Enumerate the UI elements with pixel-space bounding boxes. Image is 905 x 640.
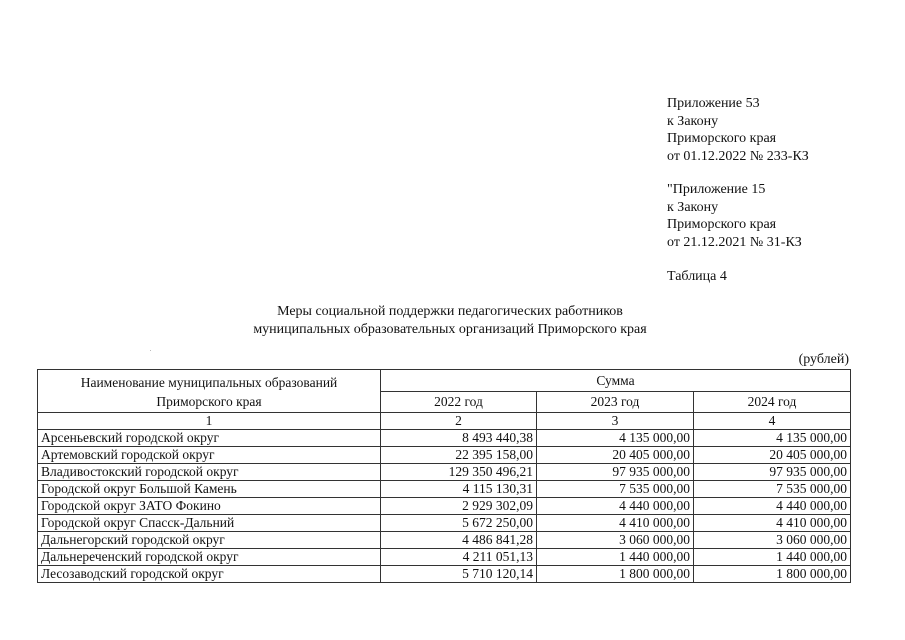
table-row — [38, 447, 851, 464]
row-name: Арсеньевский городской округ — [38, 430, 381, 447]
row-name: Дальнегорский городской округ — [38, 532, 381, 549]
row-value-2024: 97 935 000,00 — [694, 464, 851, 481]
column-number: 1 — [38, 413, 381, 430]
row-name: Владивостокский городской округ — [38, 464, 381, 481]
table-row — [38, 498, 851, 515]
title-line: муниципальных образовательных организаций Приморского края — [253, 322, 647, 337]
table-row — [38, 481, 851, 498]
row-value-2022: 4 211 051,13 — [381, 549, 537, 566]
column-number: 2 — [381, 413, 537, 430]
row-name: Лесозаводский городской округ — [38, 566, 381, 583]
row-value-2024: 4 135 000,00 — [694, 430, 851, 447]
row-value-2022: 4 486 841,28 — [381, 532, 537, 549]
table-row — [38, 532, 851, 549]
table-row — [38, 515, 851, 532]
table-row — [38, 430, 851, 447]
row-value-2022: 2 929 302,09 — [381, 498, 537, 515]
title-line: Меры социальной поддержки педагогических работников — [277, 304, 623, 319]
column-header-name: Наименование муниципальных образований Приморского края — [38, 370, 381, 413]
table-row — [38, 566, 851, 583]
appendix-line: от 21.12.2021 № 31-КЗ — [667, 234, 802, 250]
row-name: Дальнереченский городской округ — [38, 549, 381, 566]
unit-label: (рублей) — [798, 352, 849, 367]
row-value-2024: 4 410 000,00 — [694, 515, 851, 532]
table-row — [38, 549, 851, 566]
appendix-line: "Приложение 15 — [667, 182, 766, 197]
row-value-2023: 20 405 000,00 — [537, 447, 694, 464]
row-value-2023: 1 800 000,00 — [537, 566, 694, 583]
row-value-2023: 3 060 000,00 — [537, 532, 694, 549]
appendix-line: Приморского края — [667, 217, 777, 232]
row-name: Городской округ Большой Камень — [38, 481, 381, 498]
appendix-line: Приморского края — [667, 131, 777, 146]
table-row — [38, 464, 851, 481]
row-name: Городской округ ЗАТО Фокино — [38, 498, 381, 515]
row-value-2024: 1 440 000,00 — [694, 549, 851, 566]
row-value-2024: 7 535 000,00 — [694, 481, 851, 498]
row-value-2024: 20 405 000,00 — [694, 447, 851, 464]
appendix-line: к Закону — [667, 113, 719, 129]
appendix-line: к Закону — [667, 199, 719, 215]
row-value-2024: 4 440 000,00 — [694, 498, 851, 515]
row-value-2022: 129 350 496,21 — [381, 464, 537, 481]
document-title — [160, 303, 740, 339]
column-number: 4 — [694, 413, 851, 430]
table-number: Таблица 4 — [667, 269, 727, 284]
row-value-2023: 4 135 000,00 — [537, 430, 694, 447]
row-value-2023: 97 935 000,00 — [537, 464, 694, 481]
header-row — [38, 370, 851, 392]
row-value-2023: 4 440 000,00 — [537, 498, 694, 515]
row-name: Городской округ Спасск-Дальний — [38, 515, 381, 532]
column-header-year: 2024 год — [694, 392, 851, 413]
row-name: Артемовский городской округ — [38, 447, 381, 464]
row-value-2023: 7 535 000,00 — [537, 481, 694, 498]
column-header-year: 2023 год — [537, 392, 694, 413]
appendix-line: от 01.12.2022 № 233-КЗ — [667, 148, 809, 164]
column-header-sum: Сумма — [381, 370, 851, 392]
row-value-2022: 8 493 440,38 — [381, 430, 537, 447]
row-value-2022: 5 710 120,14 — [381, 566, 537, 583]
data-table — [37, 369, 851, 583]
row-value-2023: 1 440 000,00 — [537, 549, 694, 566]
row-value-2023: 4 410 000,00 — [537, 515, 694, 532]
row-value-2022: 4 115 130,31 — [381, 481, 537, 498]
appendix-line: Приложение 53 — [667, 96, 760, 111]
row-value-2024: 1 800 000,00 — [694, 566, 851, 583]
row-value-2022: 5 672 250,00 — [381, 515, 537, 532]
column-header-year: 2022 год — [381, 392, 537, 413]
scan-speck — [150, 350, 151, 351]
appendix-reference-previous — [667, 181, 802, 251]
row-value-2024: 3 060 000,00 — [694, 532, 851, 549]
column-number-row — [38, 413, 851, 430]
appendix-reference-current — [667, 95, 809, 165]
row-value-2022: 22 395 158,00 — [381, 447, 537, 464]
column-number: 3 — [537, 413, 694, 430]
